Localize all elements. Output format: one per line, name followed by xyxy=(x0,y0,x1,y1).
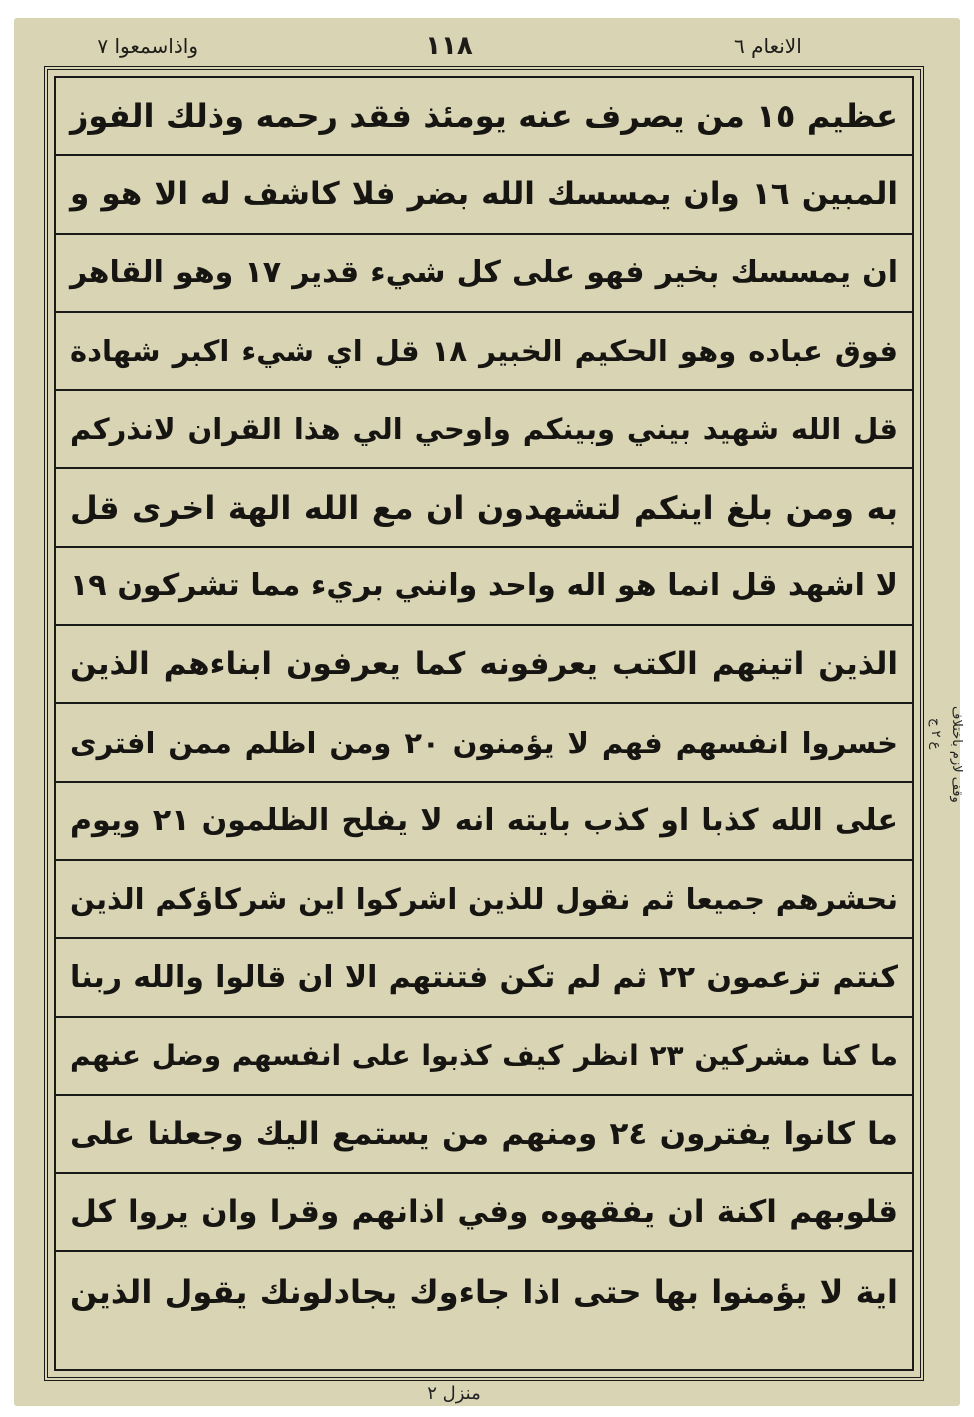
text-block xyxy=(54,76,914,1371)
text-line: قل الله شهيد بيني وبينكم واوحي الي هذا القران لانذركم xyxy=(56,391,912,469)
text-line: ما كانوا يفترون ٢٤ ومنهم من يستمع اليك وجعلنا على xyxy=(56,1096,912,1174)
text-frame xyxy=(44,66,924,1381)
manzil-footer: منزل ٢ xyxy=(427,1383,481,1404)
text-line: الذين اتينهم الكتب يعرفونه كما يعرفون ابناءهم الذين xyxy=(56,626,912,704)
mushaf-page xyxy=(14,18,964,1406)
text-line: فوق عباده وهو الحكيم الخبير ١٨ قل اي شيء اكبر شهادة xyxy=(56,313,912,391)
text-line: لا اشهد قل انما هو اله واحد وانني بريء مما تشركون ١٩ xyxy=(56,548,912,626)
text-line: به ومن بلغ اينكم لتشهدون ان مع الله الهة اخرى قل xyxy=(56,470,912,548)
text-line: خسروا انفسهم فهم لا يؤمنون ٢٠ ومن اظلم ممن افترى xyxy=(56,704,912,782)
juz-name-header: واذاسمعوا ٧ xyxy=(97,34,198,58)
text-line: قلوبهم اكنة ان يفقهوه وفي اذانهم وقرا وان يروا كل xyxy=(56,1174,912,1252)
text-line: ما كنا مشركين ٢٣ انظر كيف كذبوا على انفسهم وضل عنهم xyxy=(56,1018,912,1096)
margin-note-waqf: وقف لازم باختلاف xyxy=(949,706,964,803)
text-line: المبين ١٦ وان يمسسك الله بضر فلا كاشف له الا هو و xyxy=(56,156,912,234)
page-number: ١١٨ xyxy=(425,31,473,61)
text-line: ان يمسسك بخير فهو على كل شيء قدير ١٧ وهو القاهر xyxy=(56,235,912,313)
surah-name-header: الانعام ٦ xyxy=(734,34,802,58)
text-line: عظيم ١٥ من يصرف عنه يومئذ فقد رحمه وذلك الفوز xyxy=(56,78,912,156)
text-line: على الله كذبا او كذب بايته انه لا يفلح الظلمون ٢١ ويوم xyxy=(56,783,912,861)
margin-note-ruku: ع ٢ ج xyxy=(928,718,943,750)
text-line: كنتم تزعمون ٢٢ ثم لم تكن فتنتهم الا ان قالوا والله ربنا xyxy=(56,939,912,1017)
text-line: اية لا يؤمنوا بها حتى اذا جاءوك يجادلونك يقول الذين xyxy=(70,1272,898,1311)
text-line: نحشرهم جميعا ثم نقول للذين اشركوا اين شركاؤكم الذين xyxy=(56,861,912,939)
